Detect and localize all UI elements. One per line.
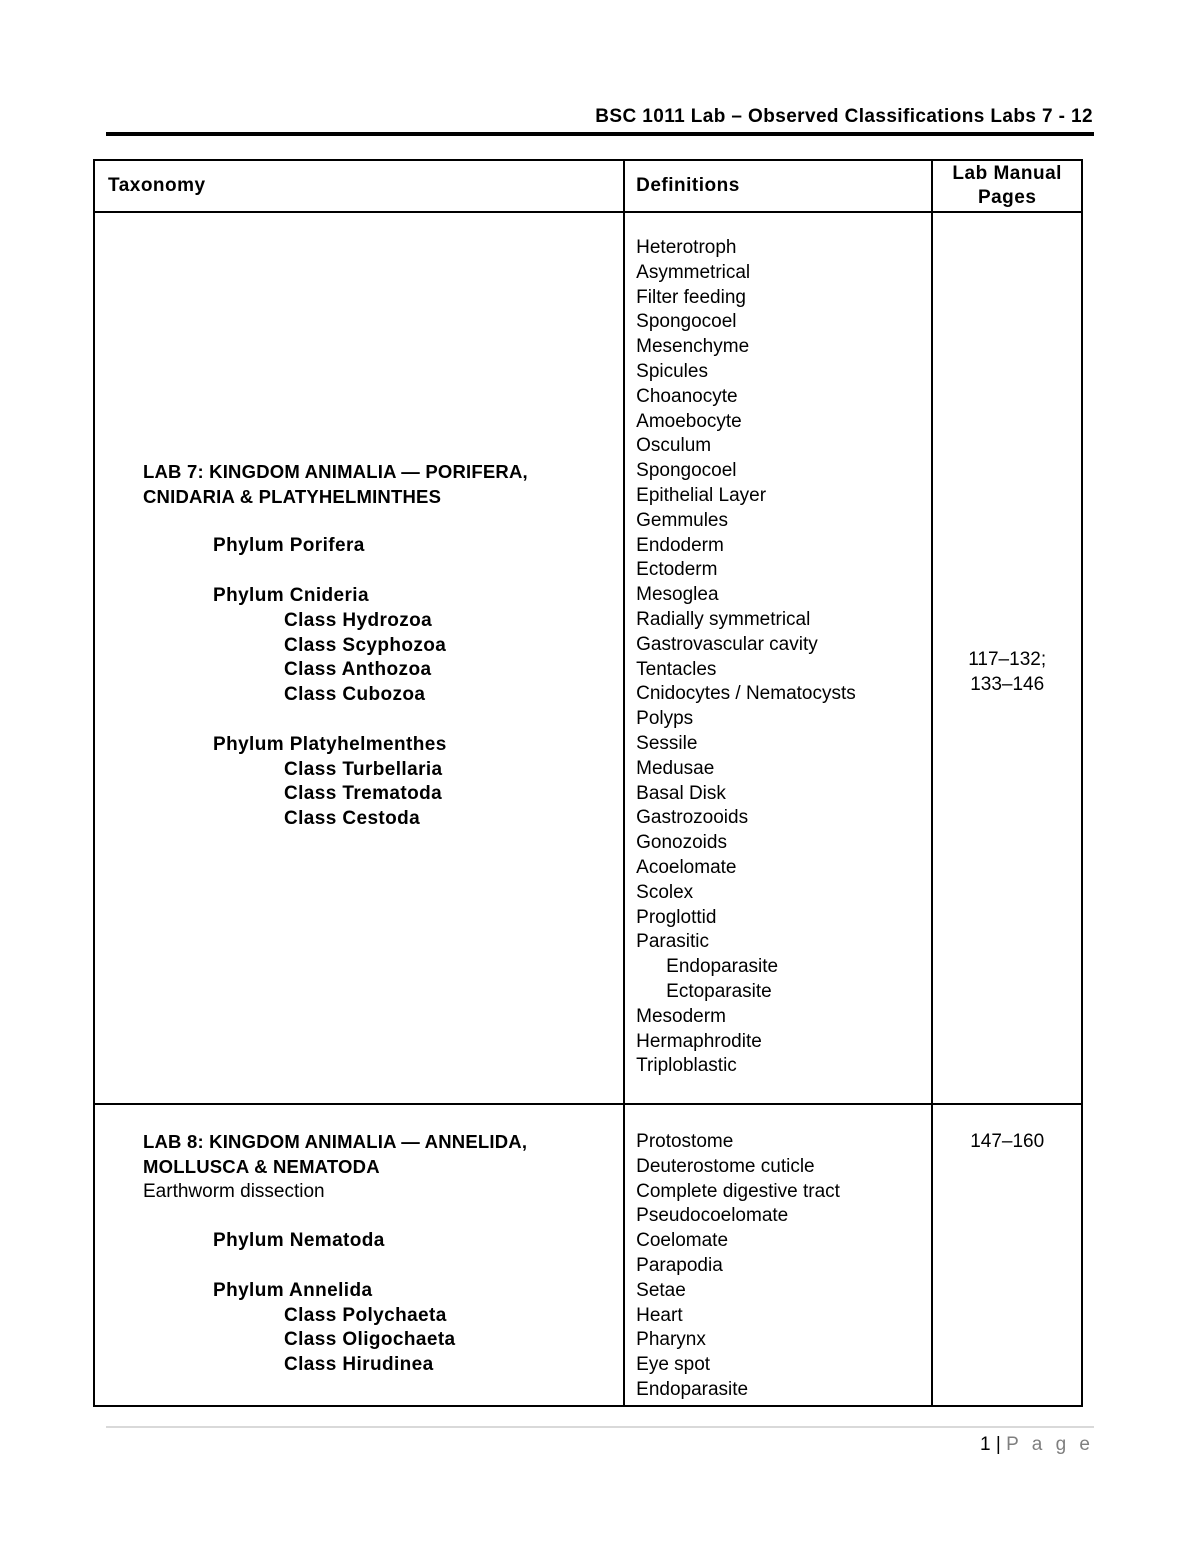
definition-item: Amoebocyte <box>636 410 742 432</box>
table-row <box>94 1104 1082 1406</box>
definition-item: Filter feeding <box>636 286 746 308</box>
class-label: Class Polychaeta <box>284 1304 447 1326</box>
definition-item: Gonozoids <box>636 832 727 854</box>
pages-range: 147–160 <box>970 1131 1045 1152</box>
class-label: Class Cubozoa <box>284 684 426 706</box>
class-label: Class Trematoda <box>284 783 443 805</box>
definitions-cell <box>624 1104 932 1406</box>
definition-item: Endoparasite <box>636 1378 749 1400</box>
table-row <box>94 212 1082 1104</box>
pages-cell <box>932 1104 1082 1406</box>
footer-rule <box>106 1426 1094 1428</box>
definition-item: Spongocoel <box>636 311 737 333</box>
definition-item: Protostome <box>636 1131 734 1152</box>
class-label: Class Oligochaeta <box>284 1329 456 1351</box>
definition-item: Ectoderm <box>636 559 718 581</box>
table-header-row <box>94 160 1082 212</box>
definition-item: Basal Disk <box>636 782 726 804</box>
definition-item: Tentacles <box>636 658 717 680</box>
definition-item: Triploblastic <box>636 1055 737 1077</box>
definition-item: Gastrovascular cavity <box>636 633 818 655</box>
class-label: Class Cestoda <box>284 808 421 830</box>
column-header-pages-line2: Pages <box>977 187 1037 208</box>
definition-item: Pseudocoelomate <box>636 1205 789 1227</box>
definition-item: Deuterostome cuticle <box>636 1155 815 1177</box>
taxonomy-cell <box>94 212 624 1104</box>
definition-item: Osculum <box>636 435 712 457</box>
lab-heading-line2: CNIDARIA & PLATYHELMINTHES <box>143 485 442 507</box>
column-header-taxonomy: Taxonomy <box>94 160 624 212</box>
definition-item: Epithelial Layer <box>636 484 767 506</box>
pages-range-line1: 117–132; <box>968 649 1047 670</box>
definition-item: Sessile <box>636 732 698 754</box>
footer-separator: | <box>995 1434 1001 1455</box>
column-header-definitions: Definitions <box>624 160 932 212</box>
definition-item: Mesenchyme <box>636 336 750 358</box>
definitions-list <box>625 1105 931 1403</box>
definition-item: Ectoparasite <box>666 980 772 1002</box>
lab-heading-line2: MOLLUSCA & NEMATODA <box>143 1155 380 1177</box>
definition-item: Medusae <box>636 757 715 779</box>
definition-item: Setae <box>636 1279 686 1301</box>
definition-item: Parapodia <box>636 1254 723 1276</box>
definition-item: Coelomate <box>636 1230 729 1252</box>
definition-item: Heterotroph <box>636 237 737 258</box>
definition-item: Endoparasite <box>666 956 779 978</box>
definition-item: Scolex <box>636 881 694 903</box>
page-footer <box>980 1434 1094 1456</box>
definition-item: Eye spot <box>636 1354 711 1376</box>
pages-range-line2: 133–146 <box>970 673 1045 695</box>
definition-item: Endoderm <box>636 534 724 556</box>
classification-table <box>93 159 1083 1407</box>
definition-item: Proglottid <box>636 906 717 928</box>
phylum-label: Phylum Annelida <box>213 1279 373 1301</box>
definition-item: Choanocyte <box>636 385 738 407</box>
definition-item: Acoelomate <box>636 856 737 878</box>
pages-cell <box>932 212 1082 1104</box>
class-label: Class Hydrozoa <box>284 609 433 631</box>
column-header-pages-line1: Lab Manual <box>952 163 1062 184</box>
definition-item: Radially symmetrical <box>636 608 811 630</box>
page-word: P a g e <box>1006 1434 1094 1455</box>
definition-item: Asymmetrical <box>636 261 751 283</box>
phylum-label: Phylum Nematoda <box>213 1230 385 1252</box>
definition-item: Cnidocytes / Nematocysts <box>636 683 856 705</box>
definitions-cell <box>624 212 932 1104</box>
class-label: Class Hirudinea <box>284 1354 434 1376</box>
phylum-label: Phylum Porifera <box>213 535 365 557</box>
definition-item: Spicules <box>636 360 708 382</box>
lab-note: Earthworm dissection <box>143 1180 325 1202</box>
definition-item: Gastrozooids <box>636 807 749 829</box>
class-label: Class Anthozoa <box>284 659 432 681</box>
phylum-label: Phylum Cnideria <box>213 584 369 606</box>
definition-item: Pharynx <box>636 1329 706 1351</box>
definition-item: Polyps <box>636 708 694 730</box>
definition-item: Spongocoel <box>636 460 737 482</box>
definition-item: Hermaphrodite <box>636 1030 762 1052</box>
definition-item: Complete digestive tract <box>636 1180 840 1202</box>
column-header-pages <box>932 160 1082 212</box>
class-label: Class Scyphozoa <box>284 634 447 656</box>
lab-heading-line1: LAB 8: KINGDOM ANIMALIA — ANNELIDA, <box>143 1131 528 1152</box>
lab-heading-line1: LAB 7: KINGDOM ANIMALIA — PORIFERA, <box>143 461 528 482</box>
definition-item: Heart <box>636 1304 683 1326</box>
definition-item: Mesoderm <box>636 1005 726 1027</box>
definition-item: Gemmules <box>636 509 728 531</box>
definition-item: Mesoglea <box>636 584 719 606</box>
page-number: 1 <box>980 1434 991 1455</box>
definition-item: Parasitic <box>636 931 709 953</box>
definitions-list <box>625 213 931 1079</box>
document-header-title: BSC 1011 Lab – Observed Classifications Labs 7 - 12 <box>595 106 1093 127</box>
taxonomy-cell <box>94 1104 624 1406</box>
phylum-label: Phylum Platyhelmenthes <box>213 733 447 755</box>
class-label: Class Turbellaria <box>284 758 443 780</box>
header-rule <box>106 132 1094 136</box>
